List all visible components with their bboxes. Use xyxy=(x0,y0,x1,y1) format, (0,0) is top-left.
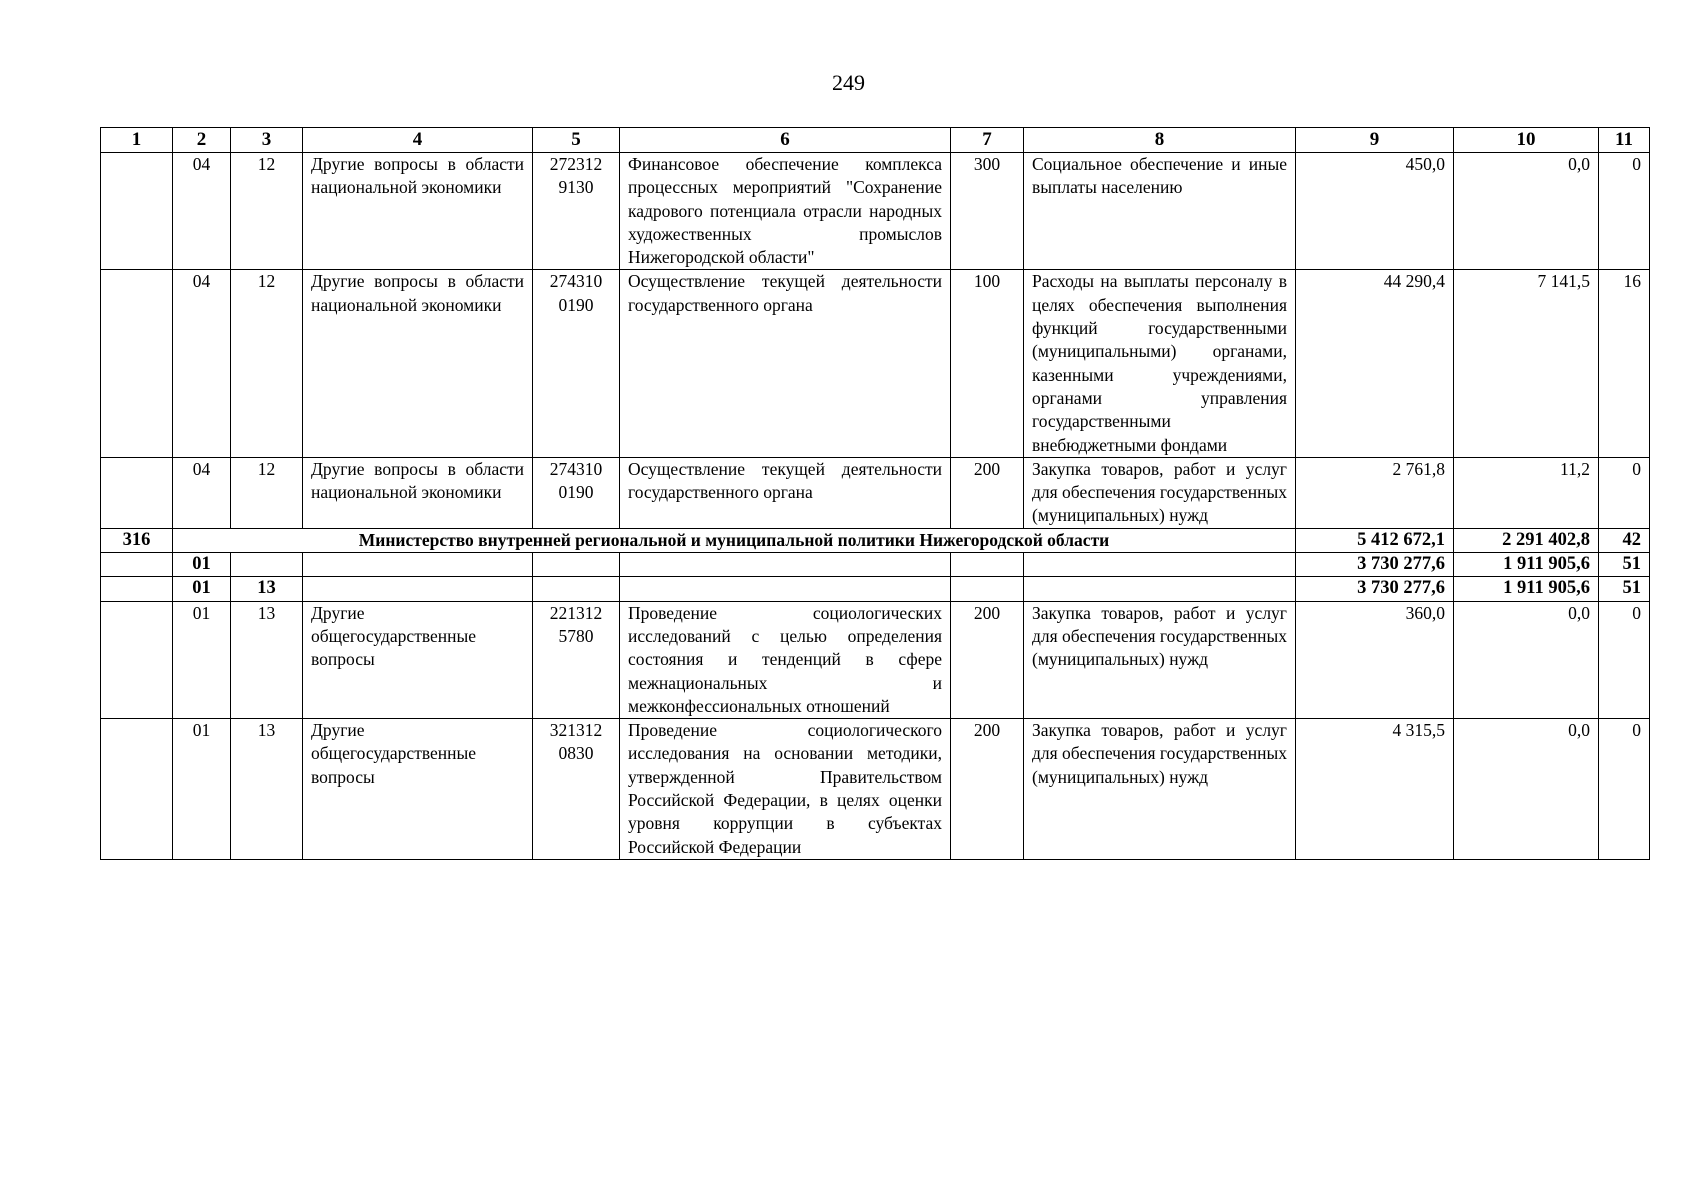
cell-expense-name: Социальное обеспечение и иные выплаты населению xyxy=(1024,153,1296,270)
cell-value-11: 0 xyxy=(1599,153,1650,270)
cell-article-name: Проведение социологических исследований с целью определения состояния и тенденций в сфере межнациональных и межконфессиональных отношений xyxy=(620,601,951,718)
cell-value-9: 450,0 xyxy=(1296,153,1454,270)
subsection-total-9: 3 730 277,6 xyxy=(1296,577,1454,601)
cell-article-name: Финансовое обеспечение комплекса процессных мероприятий "Сохранение кадрового потенциала отрасли народных художественных промыслов Нижегородской области" xyxy=(620,153,951,270)
column-header: 6 xyxy=(620,128,951,153)
cell-value-10: 0,0 xyxy=(1454,719,1599,860)
column-header: 3 xyxy=(231,128,303,153)
cell-code xyxy=(101,601,173,718)
cell-code xyxy=(101,153,173,270)
cell-section: 04 xyxy=(173,270,231,457)
ministry-total-9: 5 412 672,1 xyxy=(1296,528,1454,552)
column-header: 4 xyxy=(303,128,533,153)
cell-expense-type: 100 xyxy=(951,270,1024,457)
column-header: 7 xyxy=(951,128,1024,153)
cell-subsection: 12 xyxy=(231,457,303,528)
cell-section-name: Другие вопросы в области национальной экономики xyxy=(303,457,533,528)
cell-value-10: 11,2 xyxy=(1454,457,1599,528)
subsection-code: 13 xyxy=(231,577,303,601)
cell-subsection: 13 xyxy=(231,601,303,718)
column-header: 1 xyxy=(101,128,173,153)
column-header: 10 xyxy=(1454,128,1599,153)
cell-value-11: 0 xyxy=(1599,457,1650,528)
cell-code xyxy=(101,719,173,860)
section-total-10: 1 911 905,6 xyxy=(1454,553,1599,577)
subsection-total-10: 1 911 905,6 xyxy=(1454,577,1599,601)
cell-value-11: 0 xyxy=(1599,601,1650,718)
subsection-row xyxy=(101,577,1650,601)
ministry-total-11: 42 xyxy=(1599,528,1650,552)
cell-section-name: Другие вопросы в области национальной экономики xyxy=(303,270,533,457)
cell-value-9: 360,0 xyxy=(1296,601,1454,718)
cell-expense-type: 300 xyxy=(951,153,1024,270)
cell-value-10: 7 141,5 xyxy=(1454,270,1599,457)
cell-value-9: 44 290,4 xyxy=(1296,270,1454,457)
section-total-9: 3 730 277,6 xyxy=(1296,553,1454,577)
ministry-total-10: 2 291 402,8 xyxy=(1454,528,1599,552)
cell-target-article: 274310 0190 xyxy=(533,270,620,457)
cell-value-11: 0 xyxy=(1599,719,1650,860)
table-row xyxy=(101,270,1650,457)
cell-expense-type: 200 xyxy=(951,719,1024,860)
cell-value-11: 16 xyxy=(1599,270,1650,457)
cell-expense-type: 200 xyxy=(951,601,1024,718)
cell-article-name: Проведение социологического исследования на основании методики, утвержденной Правительством Российской Федерации, в целях оценки уровня коррупции в субъектах Российской Федерации xyxy=(620,719,951,860)
table-row xyxy=(101,457,1650,528)
column-header: 5 xyxy=(533,128,620,153)
cell-article-name: Осуществление текущей деятельности государственного органа xyxy=(620,457,951,528)
cell-value-9: 4 315,5 xyxy=(1296,719,1454,860)
cell-section: 04 xyxy=(173,457,231,528)
cell-code xyxy=(101,270,173,457)
ministry-name: Министерство внутренней региональной и муниципальной политики Нижегородской области xyxy=(173,528,1296,552)
cell-value-10: 0,0 xyxy=(1454,153,1599,270)
budget-table xyxy=(100,127,1650,860)
section-code: 01 xyxy=(173,553,231,577)
cell-target-article: 221312 5780 xyxy=(533,601,620,718)
cell-expense-type: 200 xyxy=(951,457,1024,528)
ministry-row xyxy=(101,528,1650,552)
cell-section-name: Другие общегосударственные вопросы xyxy=(303,719,533,860)
column-header: 8 xyxy=(1024,128,1296,153)
cell-value-9: 2 761,8 xyxy=(1296,457,1454,528)
column-header: 9 xyxy=(1296,128,1454,153)
table-row xyxy=(101,601,1650,718)
ministry-code: 316 xyxy=(101,528,173,552)
cell-target-article: 272312 9130 xyxy=(533,153,620,270)
subsection-total-11: 51 xyxy=(1599,577,1650,601)
cell-target-article: 274310 0190 xyxy=(533,457,620,528)
cell-section: 01 xyxy=(173,719,231,860)
cell-expense-name: Закупка товаров, работ и услуг для обеспечения государственных (муниципальных) нужд xyxy=(1024,719,1296,860)
page-number: 249 xyxy=(832,70,865,95)
cell-article-name: Осуществление текущей деятельности государственного органа xyxy=(620,270,951,457)
cell-section: 04 xyxy=(173,153,231,270)
header-row xyxy=(101,128,1650,153)
subsection-section-code: 01 xyxy=(173,577,231,601)
cell-subsection: 12 xyxy=(231,153,303,270)
cell-target-article: 321312 0830 xyxy=(533,719,620,860)
cell-value-10: 0,0 xyxy=(1454,601,1599,718)
section-row xyxy=(101,553,1650,577)
cell-section-name: Другие общегосударственные вопросы xyxy=(303,601,533,718)
cell-subsection: 12 xyxy=(231,270,303,457)
column-header: 11 xyxy=(1599,128,1650,153)
cell-section-name: Другие вопросы в области национальной экономики xyxy=(303,153,533,270)
cell-subsection: 13 xyxy=(231,719,303,860)
column-header: 2 xyxy=(173,128,231,153)
cell-expense-name: Закупка товаров, работ и услуг для обеспечения государственных (муниципальных) нужд xyxy=(1024,457,1296,528)
table-row xyxy=(101,153,1650,270)
cell-expense-name: Расходы на выплаты персоналу в целях обеспечения выполнения функций государственными (муниципальными) органами, казенными учреждениями, органами управления государственными внебюджетными фондами xyxy=(1024,270,1296,457)
cell-code xyxy=(101,457,173,528)
cell-section: 01 xyxy=(173,601,231,718)
section-total-11: 51 xyxy=(1599,553,1650,577)
table-row xyxy=(101,719,1650,860)
cell-expense-name: Закупка товаров, работ и услуг для обеспечения государственных (муниципальных) нужд xyxy=(1024,601,1296,718)
